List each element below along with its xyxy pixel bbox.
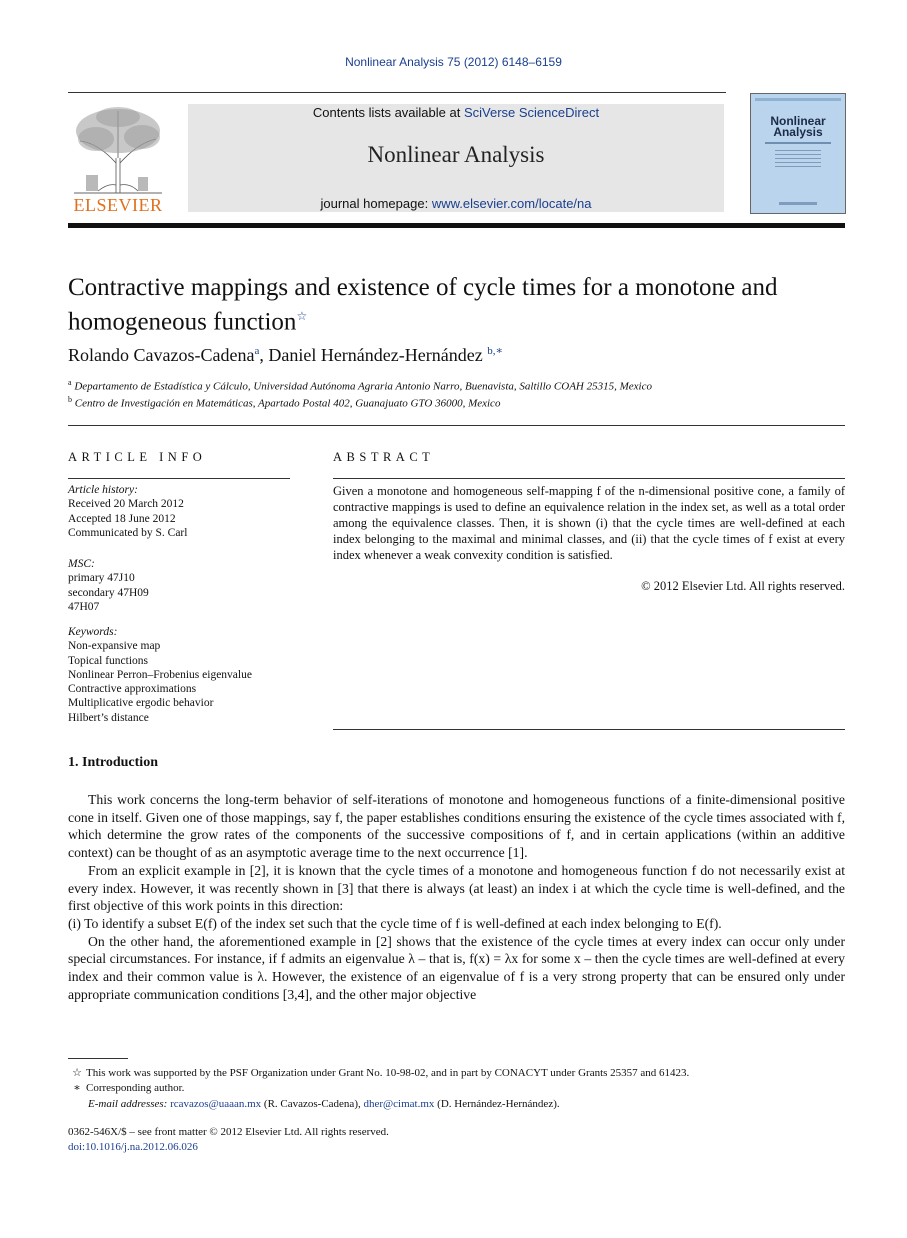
section-heading-introduction: 1. Introduction <box>68 755 158 770</box>
abstract-rule <box>333 478 845 479</box>
intro-paragraph-1: This work concerns the long-term behavior of self-iterations of monotone and homogeneous functions of a finite-dimensional positive cone in itself. Given one of those mappings, say f, the paper establishes conditions ensuring the existence of the cycle times associated with f, which determine the grow rates of the components of the successive compositions of f, and in certain applications (within an additive context) can be thought of as an asymptotic average time to the next occurrence [1]. <box>68 792 845 861</box>
homepage-prefix: journal homepage: <box>320 196 432 211</box>
email-2-owner: (D. Hernández-Hernández). <box>434 1098 560 1110</box>
keyword-item: Nonlinear Perron–Frobenius eigenvalue <box>68 668 252 681</box>
doi-link[interactable]: doi:10.1016/j.na.2012.06.026 <box>68 1141 198 1153</box>
cover-footer <box>779 202 817 205</box>
header-thick-rule <box>68 223 845 228</box>
author-1-affiliation-mark[interactable]: a <box>254 345 260 357</box>
homepage-link[interactable]: www.elsevier.com/locate/na <box>431 196 592 211</box>
abstract-bottom-rule <box>333 729 845 730</box>
msc-item: primary 47J10 <box>68 572 135 585</box>
article-history <box>68 483 290 540</box>
article-title-text: Contractive mappings and existence of cycle times for a monotone and homogeneous function <box>68 274 778 336</box>
funding-footnote <box>68 1066 845 1081</box>
author-2: Daniel Hernández-Hernández <box>268 345 483 365</box>
cover-rule <box>765 142 831 144</box>
intro-paragraph-3: On the other hand, the aforementioned example in [2] shows that the existence of the cycle times at every index can occur only under special circumstances. For instance, if f admits an eigenvalue λ – that is, f(x) = λx for some x – then the cycle times are well-defined at every index and their common value is λ. However, the existence of an eigenvalue of f is a very strong property that can be ensured only under appropriate communication conditions [3,4], and the other major objective <box>68 933 845 1002</box>
issn-line: 0362-546X/$ – see front matter © 2012 Elsevier Ltd. All rights reserved. <box>68 1126 389 1138</box>
history-communicated: Communicated by S. Carl <box>68 526 188 539</box>
journal-title: Nonlinear Analysis <box>367 142 545 167</box>
article-info-heading: ARTICLE INFO <box>68 450 207 464</box>
email-label: E-mail addresses: <box>88 1098 171 1110</box>
affiliation-a-mark: a <box>68 378 72 387</box>
corresponding-footnote-text: Corresponding author. <box>86 1082 185 1094</box>
intro-objective-i: (i) To identify a subset E(f) of the index set such that the cycle time of f is well-defined at each index belonging to E(f). <box>68 915 722 931</box>
journal-citation: Nonlinear Analysis 75 (2012) 6148–6159 <box>345 55 562 69</box>
history-label: Article history: <box>68 484 138 496</box>
keyword-item: Topical functions <box>68 654 148 667</box>
cover-text-block <box>775 150 821 170</box>
corresponding-footnote-mark: ∗ <box>73 1082 81 1094</box>
history-accepted: Accepted 18 June 2012 <box>68 512 176 525</box>
keywords-label: Keywords: <box>68 626 118 638</box>
article-info-rule <box>68 478 290 479</box>
author-separator: , <box>259 345 269 365</box>
doi-line <box>68 1140 845 1155</box>
affiliation-b <box>68 395 500 410</box>
affiliation-b-text: Centro de Investigación en Matemáticas, Apartado Postal 402, Guanajuato GTO 36000, Mexico <box>74 397 501 410</box>
intro-paragraph-2: From an explicit example in [2], it is known that the cycle times of a monotone and homogeneous function f do not necessarily exist at every index. However, it was recently shown in [3] that there is always (at least) an index i at which the cycle time is well-defined, and the first objective of this work points in this direction: <box>68 862 845 914</box>
journal-cover <box>750 93 846 214</box>
affiliation-rule <box>68 425 845 426</box>
author-1: Rolando Cavazos-Cadena <box>68 345 255 365</box>
email-footnote <box>68 1097 865 1112</box>
email-1-owner: (R. Cavazos-Cadena), <box>261 1098 364 1110</box>
email-link-2[interactable]: dher@cimat.mx <box>363 1098 435 1110</box>
keyword-item: Contractive approximations <box>68 683 197 696</box>
msc-label: MSC: <box>68 558 95 570</box>
article-title <box>68 273 845 336</box>
msc-item: 47H07 <box>68 600 100 613</box>
introduction-body <box>68 791 845 1003</box>
author-2-affiliation-mark[interactable]: b,∗ <box>487 345 503 357</box>
cover-title-line-2: Analysis <box>773 125 823 139</box>
msc-codes <box>68 557 290 614</box>
keyword-item: Non-expansive map <box>68 640 161 653</box>
header-top-rule <box>68 92 726 93</box>
sciencedirect-link[interactable]: SciVerse ScienceDirect <box>463 105 600 120</box>
email-link-1[interactable]: rcavazos@uaaan.mx <box>170 1098 262 1110</box>
abstract-heading: ABSTRACT <box>333 450 435 464</box>
title-footnote-mark[interactable]: ☆ <box>296 309 308 323</box>
keywords <box>68 625 290 725</box>
funding-footnote-text: This work was supported by the PSF Organization under Grant No. 10-98-02, and in part by CONACYT under Grants 25357 and 61423. <box>86 1067 690 1079</box>
affiliation-a <box>68 378 652 393</box>
history-received: Received 20 March 2012 <box>68 498 184 511</box>
abstract-text: Given a monotone and homogeneous self-mapping f of the n-dimensional positive cone, a family of contractive mappings is used to define an equivalence relation in the index set, as well as a total order among the equivalence classes. Then, it is shown (i) that the cycle times are well-defined at each index belonging to the maximal and minimal classes, and (ii) that the cycle times of f exist at every index whenever a weak convexity condition is satisfied. <box>333 484 845 562</box>
keyword-item: Hilbert’s distance <box>68 711 149 724</box>
keyword-item: Multiplicative ergodic behavior <box>68 697 214 710</box>
funding-footnote-mark: ☆ <box>72 1067 82 1079</box>
affiliation-b-mark: b <box>68 395 72 404</box>
author-list <box>68 344 503 366</box>
msc-item: secondary 47H09 <box>68 586 149 599</box>
contents-prefix: Contents lists available at <box>312 105 464 120</box>
footnote-rule <box>68 1058 128 1059</box>
contents-line <box>188 105 724 120</box>
publisher-name: ELSEVIER <box>73 195 163 215</box>
abstract-copyright: © 2012 Elsevier Ltd. All rights reserved. <box>641 579 845 593</box>
homepage-line <box>188 196 724 211</box>
affiliation-a-text: Departamento de Estadística y Cálculo, Universidad Autónoma Agraria Antonio Narro, Buenavista, Saltillo COAH 25315, Mexico <box>74 380 652 393</box>
cover-header-bar <box>755 98 841 101</box>
cover-title <box>751 116 845 138</box>
elsevier-logo <box>68 103 168 215</box>
cover-title-line-1: Nonlinear <box>770 114 826 128</box>
corresponding-footnote <box>68 1081 845 1096</box>
